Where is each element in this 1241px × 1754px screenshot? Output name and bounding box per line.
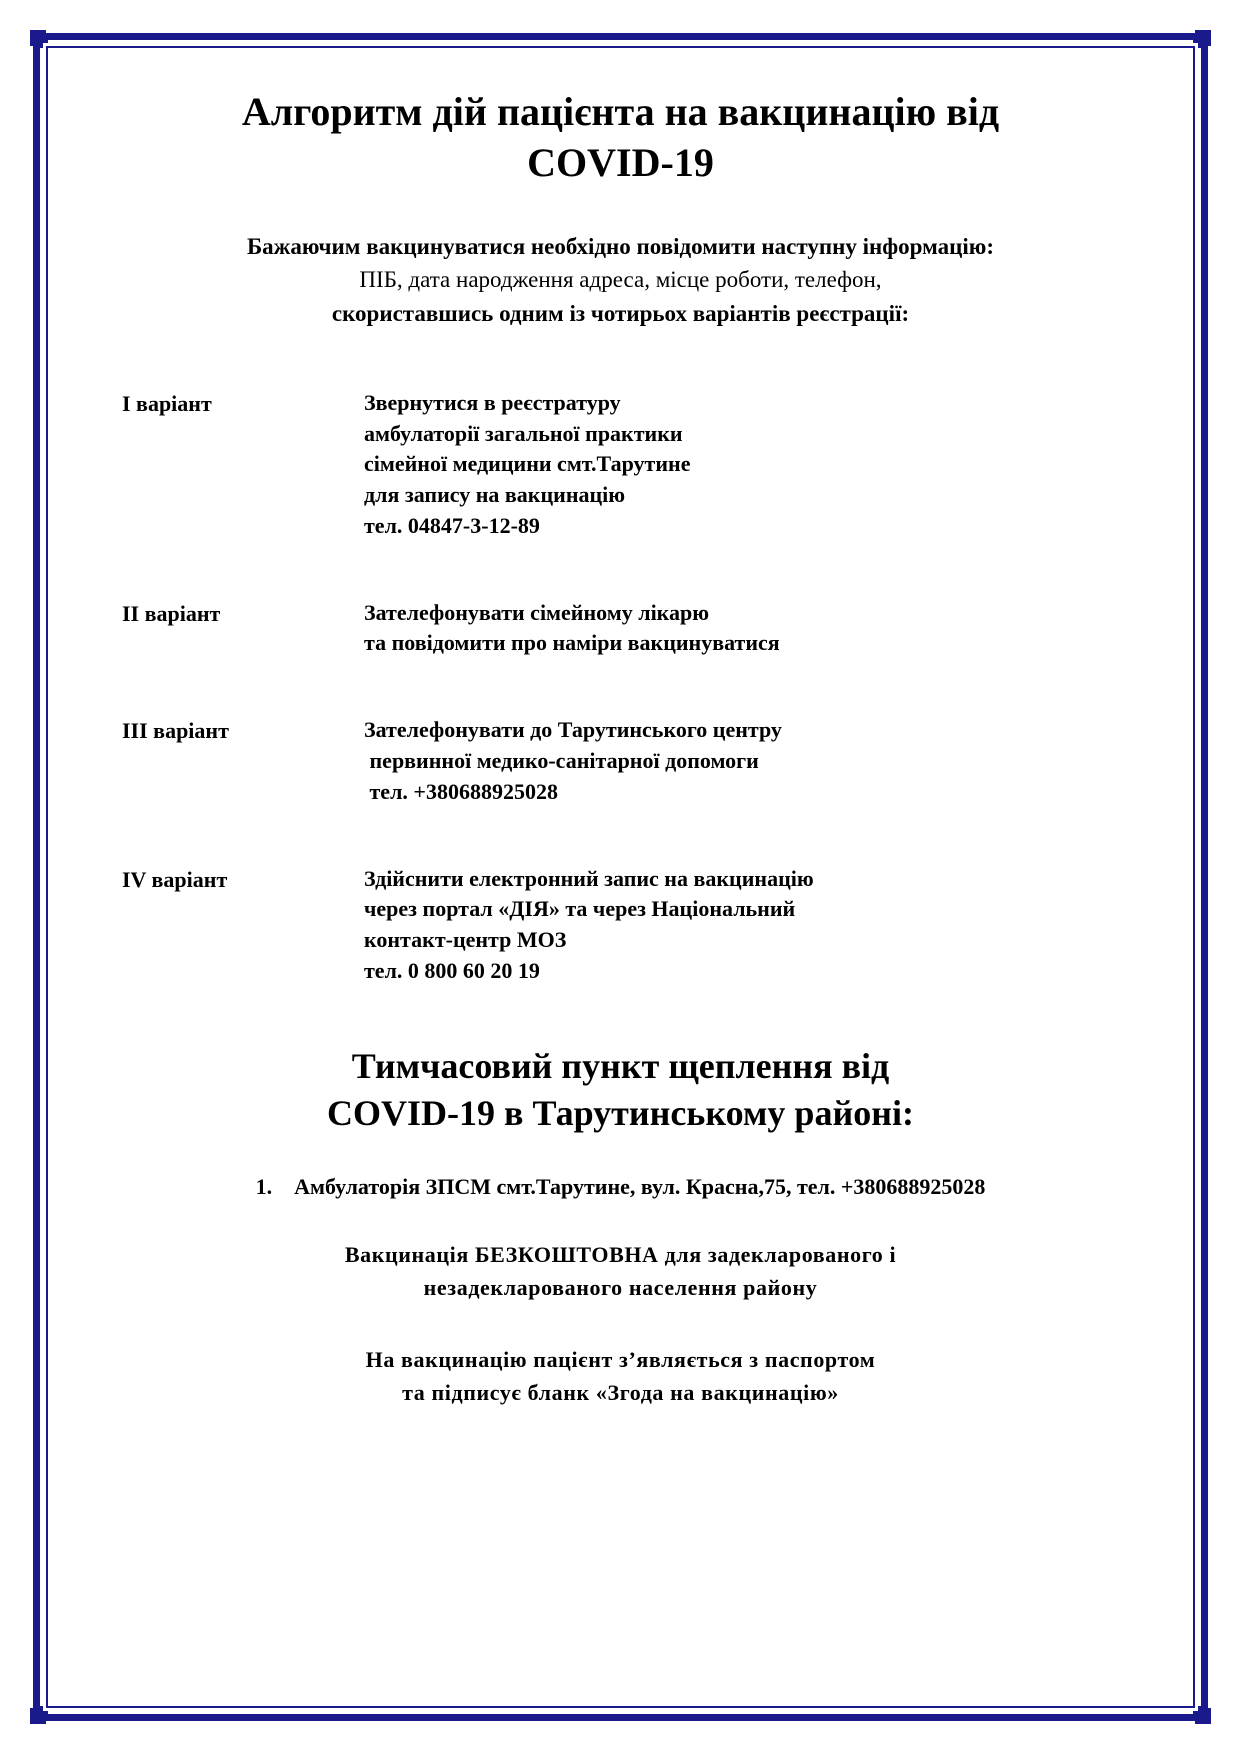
variant-1-line-1: Звернутися в реєстратуру xyxy=(364,389,621,415)
variant-1-lines xyxy=(364,388,1119,542)
variant-1-line-2: амбулаторії загальної практики xyxy=(364,420,683,446)
variant-2-lines xyxy=(364,598,1119,660)
list-item-text: Амбулаторія ЗПСМ смт.Тарутине, вул. Красна,75, тел. +380688925028 xyxy=(294,1174,986,1200)
variant-4-line-1: Здійснити електронний запис на вакцинацію xyxy=(364,865,814,891)
variants-list xyxy=(122,388,1119,987)
variant-4-line-2: через портал «ДІЯ» та через Національний xyxy=(364,896,796,922)
variant-3-line-2: первинної медико-санітарної допомоги xyxy=(364,748,759,774)
variant-2-line-1: Зателефонувати сімейному лікарю xyxy=(364,599,710,625)
intro-line-1: Бажаючим вакцинуватися необхідно повідомити наступну інформацію: xyxy=(246,234,995,260)
note-free-line-2: незадекларованого населення району xyxy=(423,1274,818,1300)
note-passport-line-2: та підписує бланк «Згода на вакцинацію» xyxy=(402,1379,839,1405)
variant-4-line-3: контакт-центр МОЗ xyxy=(364,927,567,953)
variant-2-line-2: та повідомити про наміри вакцинуватися xyxy=(364,630,780,656)
variant-3-lines xyxy=(364,715,1119,807)
variant-2-label: II варіант xyxy=(122,600,221,626)
variant-1-phone: тел. 04847-3-12-89 xyxy=(364,512,540,538)
note-passport-line-1: На вакцинацію пацієнт з’являється з паспортом xyxy=(365,1347,876,1373)
variant-4-lines xyxy=(364,864,1119,987)
section-title-line-1: Тимчасовий пункт щеплення від xyxy=(351,1045,890,1086)
page-title-line-1: Алгоритм дій пацієнта на вакцинацію від xyxy=(241,89,1000,134)
variant-1-line-3: сімейної медицини смт.Тарутине xyxy=(364,451,691,477)
variant-1-label: I варіант xyxy=(122,390,212,416)
section-title xyxy=(122,1043,1119,1137)
page-title xyxy=(122,86,1119,188)
ornament-corner-top-left-icon xyxy=(30,30,64,64)
variant-3-label: III варіант xyxy=(122,718,229,744)
variant-3 xyxy=(122,715,1119,807)
variant-4-phone: тел. 0 800 60 20 19 xyxy=(364,958,540,984)
ornament-corner-bottom-left-icon xyxy=(30,1690,64,1724)
section-title-line-2: COVID-19 в Тарутинському районі: xyxy=(327,1092,914,1133)
document-content xyxy=(60,62,1181,1409)
variant-1-line-4: для запису на вакцинацію xyxy=(364,482,626,508)
intro-block xyxy=(122,230,1119,329)
variant-3-phone: тел. +380688925028 xyxy=(364,778,558,804)
variant-4 xyxy=(122,864,1119,987)
page-title-line-2: COVID-19 xyxy=(527,140,714,186)
note-free-vaccination xyxy=(122,1239,1119,1304)
variant-4-label: IV варіант xyxy=(122,866,228,892)
intro-line-2: ПІБ, дата народження адреса, місце роботи, телефон, xyxy=(359,267,882,293)
note-passport-required xyxy=(122,1344,1119,1409)
ornament-corner-top-right-icon xyxy=(1177,30,1211,64)
variant-2 xyxy=(122,598,1119,660)
list-item-number: 1. xyxy=(255,1174,273,1200)
intro-line-3: скориставшись одним із чотирьох варіантів реєстрації: xyxy=(331,300,910,326)
note-free-line-1: Вакцинація БЕЗКОШТОВНА для задекларованого і xyxy=(344,1242,897,1268)
variant-1 xyxy=(122,388,1119,542)
variant-3-line-1: Зателефонувати до Тарутинського центру xyxy=(364,717,782,743)
vaccination-points-list xyxy=(122,1172,1119,1203)
ornament-corner-bottom-right-icon xyxy=(1177,1690,1211,1724)
list-item xyxy=(122,1172,1119,1203)
